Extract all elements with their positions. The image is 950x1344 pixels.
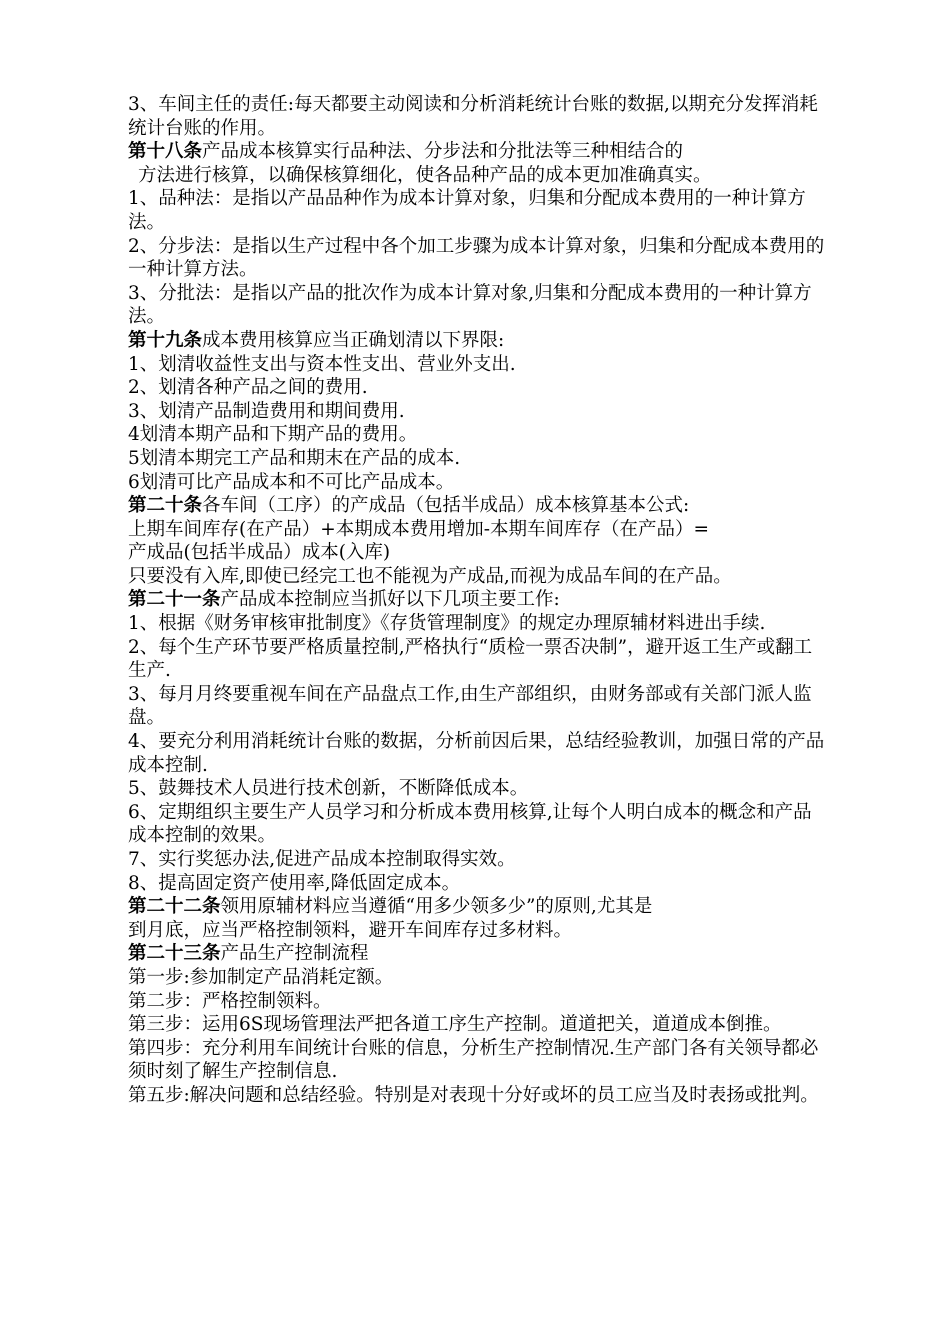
paragraph-text: 4、要充分利用消耗统计台账的数据，分析前因后果，总结经验教训，加强日常的产品成本控制. bbox=[128, 731, 825, 776]
paragraph bbox=[128, 636, 828, 683]
paragraph-text: 成本费用核算应当正确划清以下界限: bbox=[202, 329, 505, 351]
paragraph-text: 各车间（工序）的产成品（包括半成品）成本核算基本公式: bbox=[202, 495, 690, 517]
paragraph-text: 6划清可比产品成本和不可比产品成本。 bbox=[128, 471, 455, 493]
paragraph-text: 1、根据《财务审核审批制度》《存货管理制度》的规定办理原辅材料进出手续. bbox=[128, 613, 766, 635]
paragraph-text: 2、分步法：是指以生产过程中各个加工步骤为成本计算对象，归集和分配成本费用的一种计算方法。 bbox=[128, 235, 825, 281]
paragraph bbox=[128, 376, 828, 400]
article-heading: 第二十条 bbox=[128, 495, 203, 517]
paragraph bbox=[128, 683, 828, 730]
paragraph-text: 1、划清收益性支出与资本性支出、营业外支出. bbox=[128, 353, 516, 375]
paragraph-text: 产品成本核算实行品种法、分步法和分批法等三种相结合的 bbox=[202, 141, 684, 163]
paragraph-text: 上期车间库存(在产品）+本期成本费用增加-本期车间库存（在产品）= bbox=[128, 518, 709, 540]
paragraph-text: 3、划清产品制造费用和期间费用. bbox=[128, 400, 405, 422]
article-paragraph bbox=[128, 494, 828, 518]
paragraph-text: 产品成本控制应当抓好以下几项主要工作: bbox=[220, 589, 560, 611]
paragraph bbox=[128, 471, 828, 495]
article-heading: 第十九条 bbox=[128, 329, 203, 351]
document-body bbox=[128, 93, 828, 1108]
paragraph-text: 第四步：充分利用车间统计台账的信息，分析生产控制情况.生产部门各有关领导都必须时刻了解生产控制信息. bbox=[128, 1037, 819, 1083]
paragraph bbox=[128, 801, 828, 848]
paragraph-text: 1、品种法：是指以产品品种作为成本计算对象，归集和分配成本费用的一种计算方法。 bbox=[128, 188, 806, 233]
paragraph-text: 第二步：严格控制领料。 bbox=[128, 990, 332, 1012]
paragraph-text: 2、划清各种产品之间的费用. bbox=[128, 377, 368, 399]
paragraph bbox=[128, 1037, 828, 1084]
paragraph-text: 只要没有入库,即使已经完工也不能视为产成品,而视为成品车间的在产品。 bbox=[128, 565, 732, 587]
paragraph bbox=[128, 730, 828, 777]
paragraph bbox=[128, 447, 828, 471]
paragraph bbox=[128, 612, 828, 636]
paragraph-text: 方法进行核算，以确保核算细化，使各品种产品的成本更加准确真实。 bbox=[138, 164, 712, 186]
paragraph-text: 第五步:解决问题和总结经验。特别是对表现十分好或坏的员工应当及时表扬或批判。 bbox=[128, 1084, 819, 1106]
paragraph-text: 6、定期组织主要生产人员学习和分析成本费用核算,让每个人明白成本的概念和产品成本控制的效果。 bbox=[128, 801, 812, 847]
article-heading: 第十八条 bbox=[128, 141, 203, 163]
article-heading: 第二十一条 bbox=[128, 589, 221, 611]
paragraph-text: 第三步：运用6S现场管理法严把各道工序生产控制。道道把关，道道成本倒推。 bbox=[128, 1014, 782, 1036]
paragraph-text: 8、提高固定资产使用率,降低固定成本。 bbox=[128, 872, 461, 894]
article-paragraph bbox=[128, 588, 828, 612]
article-paragraph bbox=[128, 942, 828, 966]
paragraph bbox=[128, 164, 828, 188]
paragraph bbox=[128, 282, 828, 329]
paragraph bbox=[128, 235, 828, 282]
article-paragraph bbox=[128, 329, 828, 353]
paragraph-text: 3、分批法：是指以产品的批次作为成本计算对象,归集和分配成本费用的一种计算方法。 bbox=[128, 282, 812, 328]
paragraph-text: 4划清本期产品和下期产品的费用。 bbox=[128, 424, 418, 446]
paragraph bbox=[128, 1013, 828, 1037]
article-heading: 第二十三条 bbox=[128, 943, 221, 965]
paragraph-text: 5、鼓舞技术人员进行技术创新，不断降低成本。 bbox=[128, 778, 529, 800]
article-paragraph bbox=[128, 140, 828, 164]
paragraph-text: 7、实行奖惩办法,促进产品成本控制取得实效。 bbox=[128, 849, 516, 870]
paragraph-text: 3、车间主任的责任:每天都要主动阅读和分析消耗统计台账的数据,以期充分发挥消耗统计台账的作用。 bbox=[128, 94, 818, 139]
paragraph-text: 5划清本期完工产品和期末在产品的成本. bbox=[128, 447, 461, 469]
paragraph bbox=[128, 400, 828, 424]
paragraph bbox=[128, 872, 828, 896]
paragraph bbox=[128, 966, 828, 990]
paragraph bbox=[128, 518, 828, 542]
paragraph-text: 3、每月月终要重视车间在产品盘点工作,由生产部组织，由财务部或有关部门派人监盘。 bbox=[128, 683, 812, 729]
paragraph-text: 领用原辅材料应当遵循“用多少领多少”的原则,尤其是 bbox=[220, 896, 653, 918]
article-paragraph bbox=[128, 895, 828, 919]
paragraph bbox=[128, 848, 828, 872]
paragraph bbox=[128, 990, 828, 1014]
article-heading: 第二十二条 bbox=[128, 896, 221, 918]
paragraph-text: 产品生产控制流程 bbox=[220, 943, 369, 965]
paragraph bbox=[128, 187, 828, 234]
paragraph bbox=[128, 565, 828, 589]
paragraph bbox=[128, 777, 828, 801]
paragraph bbox=[128, 93, 828, 140]
paragraph-text: 第一步:参加制定产品消耗定额。 bbox=[128, 966, 394, 988]
paragraph bbox=[128, 423, 828, 447]
paragraph bbox=[128, 353, 828, 377]
paragraph bbox=[128, 1084, 828, 1108]
paragraph-text: 到月底，应当严格控制领料，避开车间库存过多材料。 bbox=[128, 919, 573, 941]
paragraph bbox=[128, 541, 828, 565]
paragraph-text: 2、每个生产环节要严格质量控制,严格执行“质检一票否决制”，避开返工生产或翻工生产. bbox=[128, 636, 813, 682]
paragraph-text: 产成品(包括半成品）成本(入库) bbox=[128, 542, 391, 564]
paragraph bbox=[128, 919, 828, 943]
